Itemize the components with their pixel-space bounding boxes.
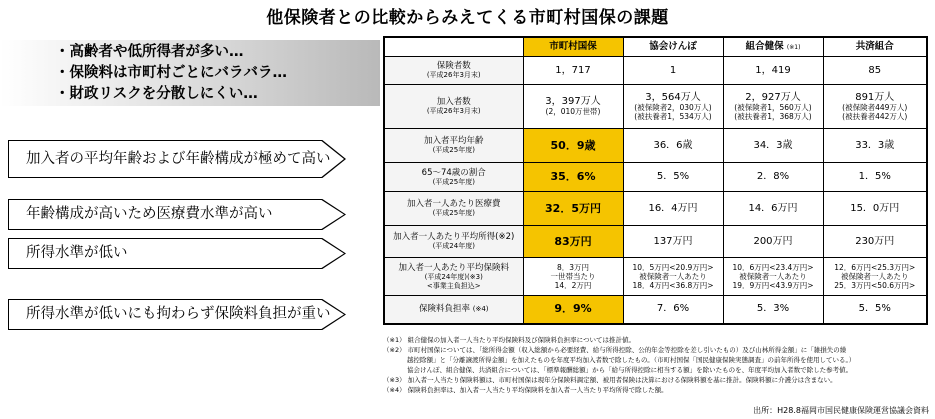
bullet-item: ・高齢者や低所得者が多い… (55, 44, 244, 60)
table-row (384, 226, 927, 258)
table-cell: 7．6% (623, 296, 723, 324)
comparison-table (383, 36, 928, 325)
issue-arrow-age (8, 140, 346, 178)
table-cell: 1，717 (523, 57, 623, 85)
table-cell: 33．3歳 (823, 129, 927, 163)
row-label: 加入者一人あたり医療費 (平成25年度) (384, 192, 523, 226)
table-cell: 35．6% (523, 163, 623, 192)
footnote: 協会けんぽ、組合健保、共済組合については、「標準報酬総額」から「給与所得控除に相当する額」を除いたものを、年度平均加入者数で除した参考値。 (407, 366, 853, 374)
table-cell: 36．6歳 (623, 129, 723, 163)
issue-arrow-burden (8, 299, 346, 330)
bullet-item: ・財政リスクを分散しにくい… (55, 86, 258, 102)
header-kyosai: 共済組合 (823, 37, 927, 57)
table-cell: 891万人 (被保険者449万人) (被扶養者442万人) (823, 85, 927, 129)
table-cell: 50．9歳 (523, 129, 623, 163)
page-title: 他保険者との比較からみえてくる市町村国保の課題 (266, 8, 669, 28)
table-cell: 32．5万円 (523, 192, 623, 226)
table-cell: 1，419 (723, 57, 823, 85)
row-label: 加入者平均年齢 (平成25年度) (384, 129, 523, 163)
row-label: 保険者数 (平成26年3月末) (384, 57, 523, 85)
source-credit: 出所：H28.8福岡市国民健康保険運営協議会資料 (753, 406, 929, 415)
table-cell: 10．5万円<20.9万円> 被保険者一人あたり 18．4万円<36.8万円> (623, 258, 723, 296)
table-cell: 5．5% (823, 296, 927, 324)
footnote: （※1） 組合健保の加入者一人当たり平均保険料及び保険料負担率については推計値。 (383, 336, 636, 344)
table-row (384, 192, 927, 226)
table-cell: 34．3歳 (723, 129, 823, 163)
table-cell: 5．3% (723, 296, 823, 324)
header-municipal: 市町村国保 (523, 37, 623, 57)
table-row (384, 129, 927, 163)
table-cell: 2．8% (723, 163, 823, 192)
table-cell: 9．9% (523, 296, 623, 324)
table-cell: 85 (823, 57, 927, 85)
table-cell: 5．5% (623, 163, 723, 192)
bullet-item: ・保険料は市町村ごとにバラバラ… (55, 65, 287, 81)
issue-label: 所得水準が低い (26, 245, 128, 261)
table-row (384, 85, 927, 129)
table-cell: 10．6万円<23.4万円> 被保険者一人あたり 19．9万円<43.9万円> (723, 258, 823, 296)
issue-arrow-medical-cost (8, 199, 346, 230)
footnotes (383, 335, 928, 395)
header-blank (384, 37, 523, 57)
table-row (384, 163, 927, 192)
header-kumiai: 組合健保 (※1) (723, 37, 823, 57)
table-cell: 3，397万人 (2，010万世帯) (523, 85, 623, 129)
table-cell: 8．3万円 一世帯当たり 14．2万円 (523, 258, 623, 296)
table-header-row (384, 37, 927, 57)
row-label: 加入者数 (平成26年3月末) (384, 85, 523, 129)
issue-label: 加入者の平均年齢および年齢構成が極めて高い (26, 151, 331, 167)
table-cell: 16．4万円 (623, 192, 723, 226)
issue-label: 年齢構成が高いため医療費水準が高い (26, 206, 273, 222)
footnote: （※3） 加入者一人当たり保険料額は、市町村国保は現年分保険料調定額、被用者保険は決算における保険料額を基に推計。保険料額に介護分は含まない。 (383, 376, 837, 384)
table-row (384, 258, 927, 296)
bullet-list (55, 42, 287, 105)
footnote: 越控除額」と「分離譲渡所得金額」を加えたものを年度平均加入者数で除したもの。（市町村国保「国民健康保険実態調査」の前年所得を使用している。） (407, 356, 856, 364)
table-cell: 230万円 (823, 226, 927, 258)
table-cell: 1 (623, 57, 723, 85)
table-cell: 14．6万円 (723, 192, 823, 226)
table-row (384, 57, 927, 85)
footnote: （※2） 市町村国保については、「総所得金額（収入総額から必要経費、給与所得控除、公的年金等控除を差し引いたもの）及び山林所得金額」に「雑損失の繰 (383, 346, 847, 354)
issue-arrow-income (8, 238, 346, 269)
table-cell: 1．5% (823, 163, 927, 192)
issue-label: 所得水準が低いにも拘わらず保険料負担が重い (26, 306, 331, 322)
header-kyokai: 協会けんぽ (623, 37, 723, 57)
row-label: 65～74歳の割合 (平成25年度) (384, 163, 523, 192)
table-row (384, 296, 927, 324)
row-label: 保険料負担率 (※4) (384, 296, 523, 324)
table-cell: 15．0万円 (823, 192, 927, 226)
table-cell: 3，564万人 (被保険者2，030万人) (被扶養者1，534万人) (623, 85, 723, 129)
summary-band (0, 40, 380, 106)
table-cell: 12．6万円<25.3万円> 被保険者一人あたり 25．3万円<50.6万円> (823, 258, 927, 296)
row-label: 加入者一人あたり平均所得(※2) (平成24年度) (384, 226, 523, 258)
table-cell: 2，927万人 (被保険者1，560万人) (被扶養者1，368万人) (723, 85, 823, 129)
footnote: （※4） 保険料負担率は、加入者一人当たり平均保険料を加入者一人当たり平均所得で除した額。 (383, 386, 668, 394)
row-label: 加入者一人あたり平均保険料 (平成24年度)(※3) <事業主負担込> (384, 258, 523, 296)
table-cell: 83万円 (523, 226, 623, 258)
table-cell: 137万円 (623, 226, 723, 258)
table-cell: 200万円 (723, 226, 823, 258)
